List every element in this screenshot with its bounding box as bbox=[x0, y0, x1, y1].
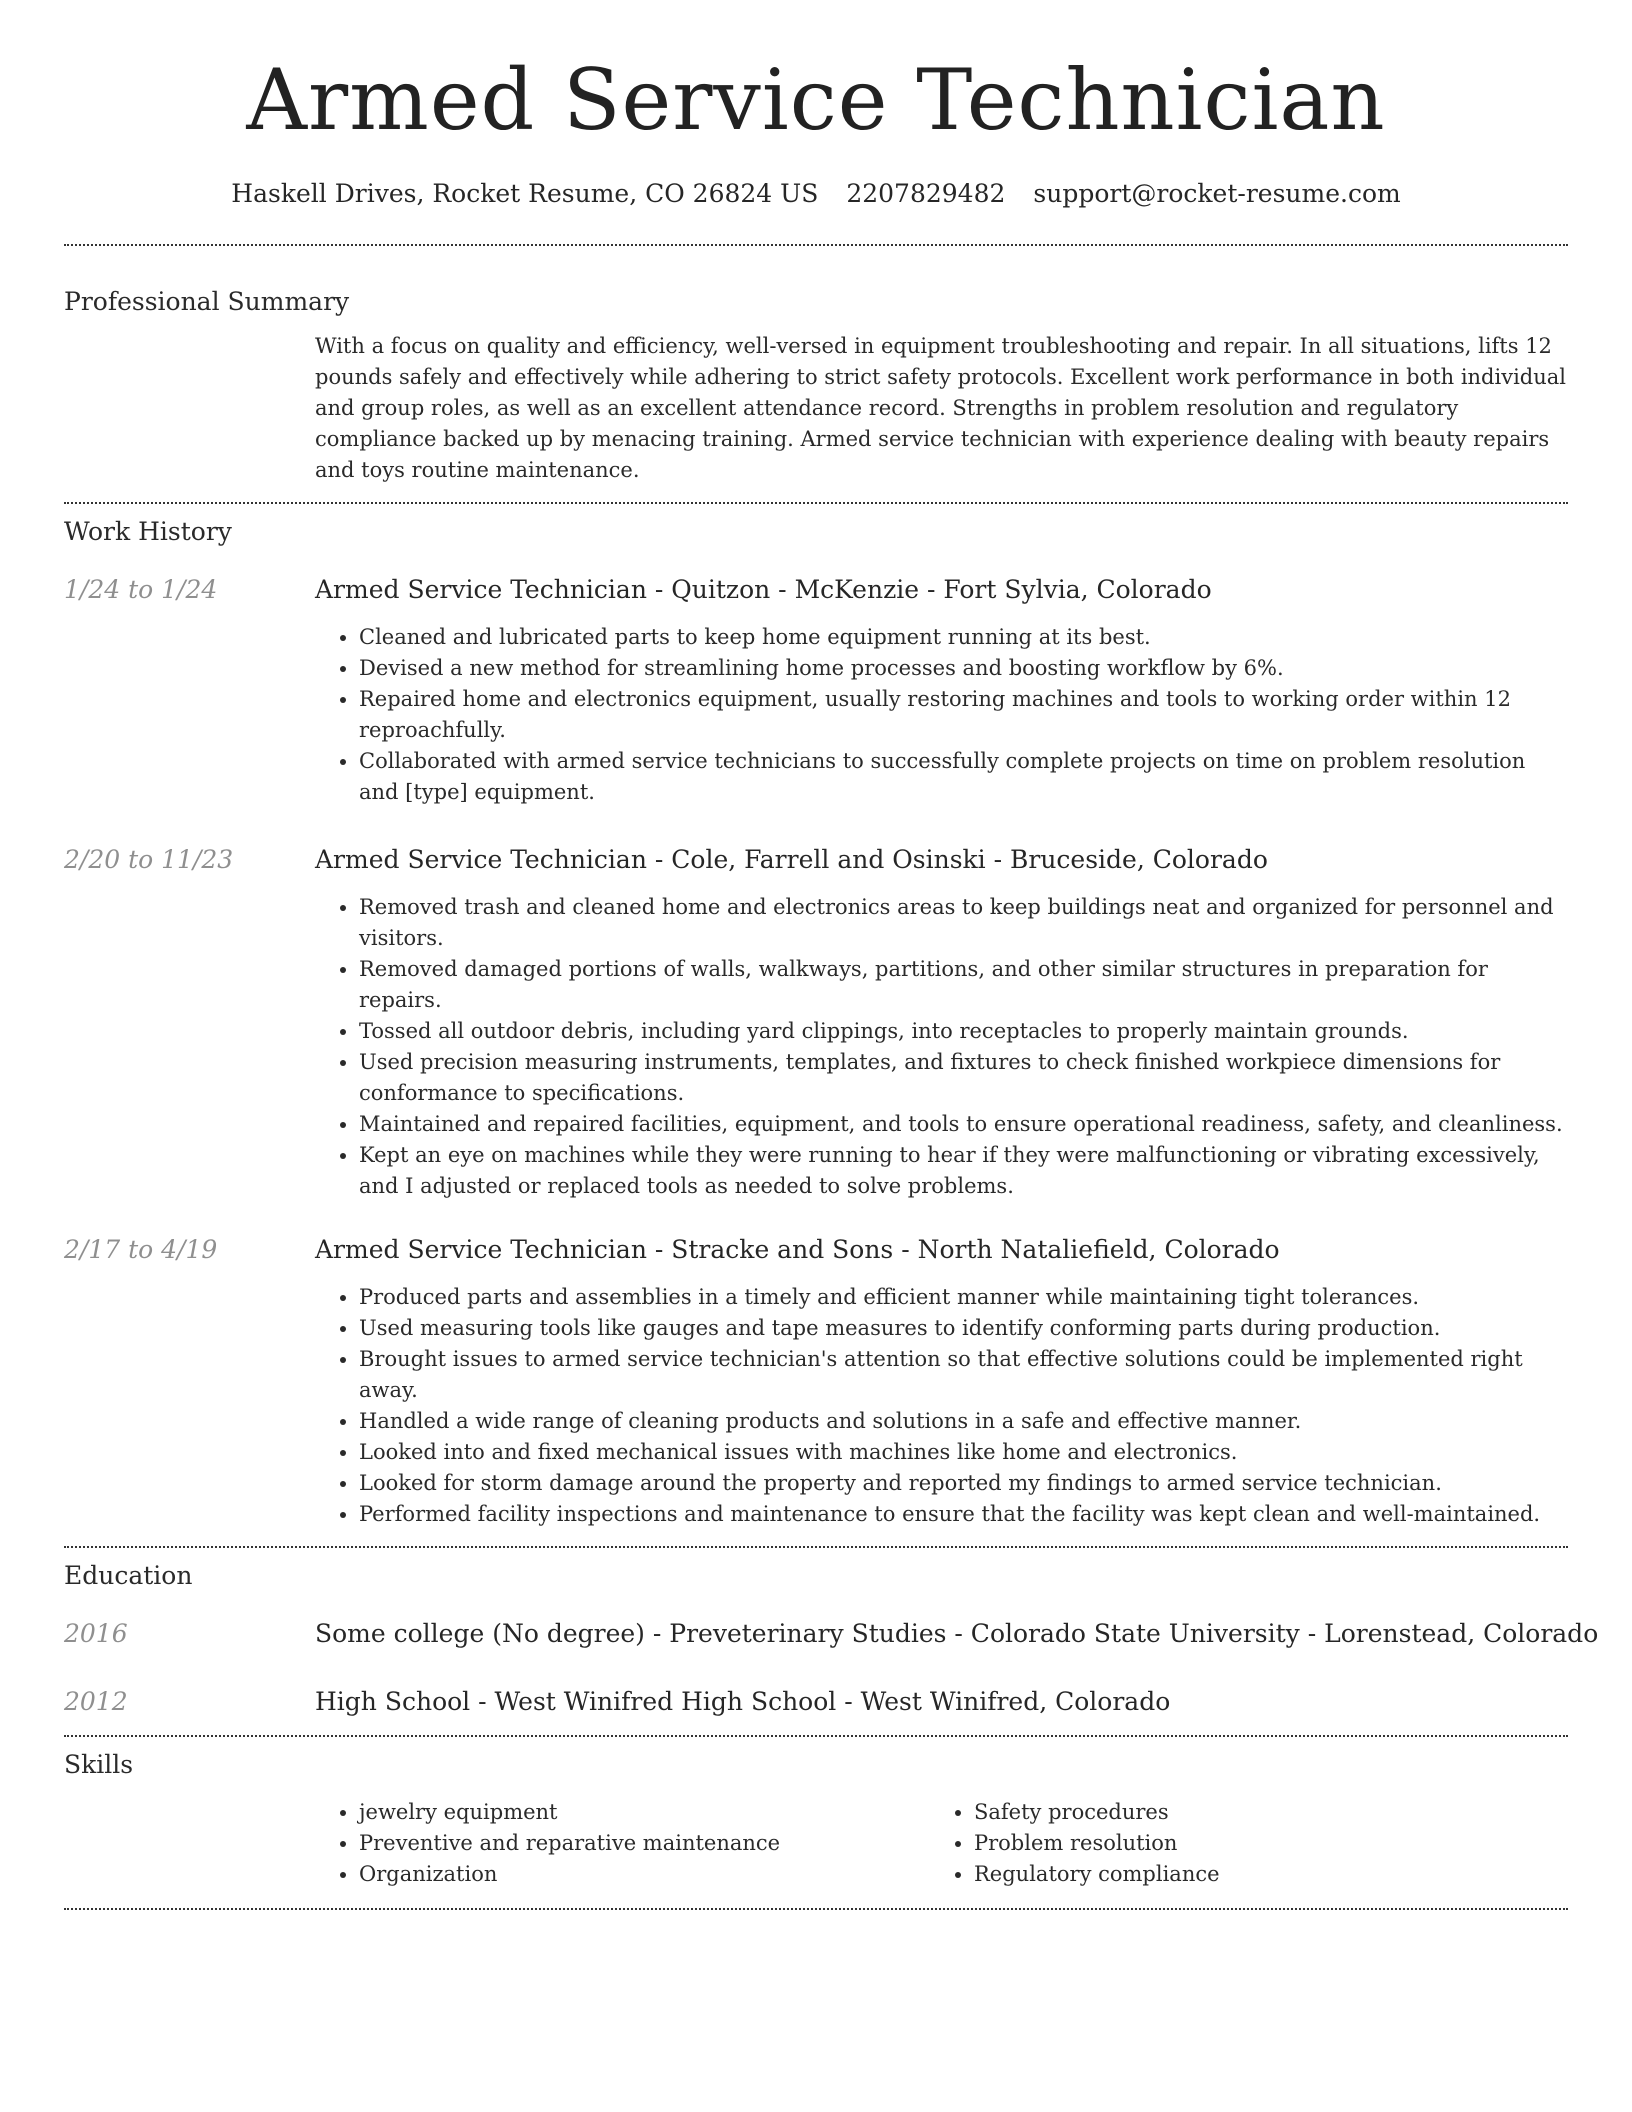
skill-item: • Organization bbox=[359, 1859, 930, 1890]
job-bullet: • Removed damaged portions of walls, walkways, partitions, and other similar structures in preparation for repairs. bbox=[359, 954, 1568, 1016]
job-bullet: • Used precision measuring instruments, templates, and fixtures to check finished workpiece dimensions for conformance to specifications. bbox=[359, 1047, 1568, 1109]
education-entry bbox=[64, 1618, 1599, 1650]
job-bullet: • Used measuring tools like gauges and tape measures to identify conforming parts during production. bbox=[359, 1313, 1568, 1344]
job-bullet: • Removed trash and cleaned home and electronics areas to keep buildings neat and organized for personnel and visitors. bbox=[359, 892, 1568, 954]
divider bbox=[64, 502, 1568, 504]
resume-page bbox=[64, 0, 1599, 1910]
summary-heading: Professional Summary bbox=[64, 287, 350, 316]
job-entry bbox=[64, 844, 1568, 1202]
education-section bbox=[64, 1560, 1599, 1718]
skills-grid bbox=[315, 1797, 1568, 1890]
work-history-heading: Work History bbox=[64, 517, 232, 546]
education-entry bbox=[64, 1686, 1568, 1718]
job-bullets bbox=[315, 892, 1568, 1202]
work-history-section bbox=[64, 516, 1568, 1530]
skills-list bbox=[930, 1797, 1545, 1890]
skills-column bbox=[930, 1797, 1545, 1890]
education-text: Some college (No degree) - Preveterinary Studies - Colorado State University - Lorenstead, Colorado bbox=[315, 1619, 1599, 1648]
skills-list bbox=[315, 1797, 930, 1890]
job-entry bbox=[64, 574, 1568, 808]
skill-item: • Preventive and reparative maintenance bbox=[359, 1828, 930, 1859]
job-title: Armed Service Technician - Quitzon - McKenzie - Fort Sylvia, Colorado bbox=[315, 575, 1212, 604]
contact-line bbox=[64, 178, 1568, 210]
divider bbox=[64, 1908, 1568, 1910]
job-bullet: • Brought issues to armed service technician's attention so that effective solutions could be implemented right away. bbox=[359, 1344, 1568, 1406]
summary-section bbox=[64, 286, 1568, 486]
skill-item: • Problem resolution bbox=[974, 1828, 1545, 1859]
education-heading: Education bbox=[64, 1561, 193, 1590]
job-bullets bbox=[315, 622, 1568, 808]
job-bullet: • Repaired home and electronics equipment, usually restoring machines and tools to working order within 12 reproachfully. bbox=[359, 684, 1568, 746]
divider bbox=[64, 1546, 1568, 1548]
job-entry bbox=[64, 1234, 1568, 1530]
job-dates: 2/20 to 11/23 bbox=[64, 845, 234, 874]
job-bullet: • Performed facility inspections and maintenance to ensure that the facility was kept clean and well-maintained. bbox=[359, 1499, 1568, 1530]
job-bullet: • Looked into and fixed mechanical issues with machines like home and electronics. bbox=[359, 1437, 1568, 1468]
contact-email[interactable]: support@rocket-resume.com bbox=[1033, 179, 1401, 208]
skill-item: • Regulatory compliance bbox=[974, 1859, 1545, 1890]
summary-text: With a focus on quality and efficiency, well-versed in equipment troubleshooting and repair. In all situations, lifts 12 pounds safely and effectively while adhering to strict safety protocols. Excellent work performance in both individual and group roles, as well as an excellent attendance record. Strengths in problem resolution and regulatory compliance backed up by menacing training. Armed service technician with experience dealing with beauty repairs and toys routine maintenance. bbox=[315, 334, 1566, 482]
job-bullet: • Cleaned and lubricated parts to keep home equipment running at its best. bbox=[359, 622, 1568, 653]
skills-section bbox=[64, 1749, 1568, 1890]
job-bullet: • Devised a new method for streamlining home processes and boosting workflow by 6%. bbox=[359, 653, 1568, 684]
divider bbox=[64, 244, 1568, 246]
skill-item: • jewelry equipment bbox=[359, 1797, 930, 1828]
education-text: High School - West Winifred High School - West Winifred, Colorado bbox=[315, 1687, 1171, 1716]
job-dates: 2/17 to 4/19 bbox=[64, 1235, 218, 1264]
job-bullet: • Handled a wide range of cleaning products and solutions in a safe and effective manner. bbox=[359, 1406, 1568, 1437]
contact-phone[interactable]: 2207829482 bbox=[846, 179, 1006, 208]
divider bbox=[64, 1735, 1568, 1737]
job-dates: 1/24 to 1/24 bbox=[64, 575, 218, 604]
skills-column bbox=[315, 1797, 930, 1890]
skill-item: • Safety procedures bbox=[974, 1797, 1545, 1828]
contact-address: Haskell Drives, Rocket Resume, CO 26824 US bbox=[231, 179, 819, 208]
job-bullet: • Looked for storm damage around the property and reported my findings to armed service technician. bbox=[359, 1468, 1568, 1499]
job-bullet: • Tossed all outdoor debris, including yard clippings, into receptacles to properly maintain grounds. bbox=[359, 1016, 1568, 1047]
education-year: 2016 bbox=[64, 1619, 128, 1648]
job-bullet: • Produced parts and assemblies in a timely and efficient manner while maintaining tight tolerances. bbox=[359, 1282, 1568, 1313]
skills-heading: Skills bbox=[64, 1750, 134, 1779]
resume-name: Armed Service Technician bbox=[246, 51, 1386, 149]
education-year: 2012 bbox=[64, 1687, 128, 1716]
job-title: Armed Service Technician - Stracke and Sons - North Nataliefield, Colorado bbox=[315, 1235, 1280, 1264]
job-bullet: • Collaborated with armed service technicians to successfully complete projects on time on problem resolution and [type] equipment. bbox=[359, 746, 1568, 808]
job-bullets bbox=[315, 1282, 1568, 1530]
job-bullet: • Maintained and repaired facilities, equipment, and tools to ensure operational readiness, safety, and cleanliness. bbox=[359, 1109, 1568, 1140]
job-bullet: • Kept an eye on machines while they were running to hear if they were malfunctioning or vibrating excessively, and I adjusted or replaced tools as needed to solve problems. bbox=[359, 1140, 1568, 1202]
job-title: Armed Service Technician - Cole, Farrell and Osinski - Bruceside, Colorado bbox=[315, 845, 1268, 874]
